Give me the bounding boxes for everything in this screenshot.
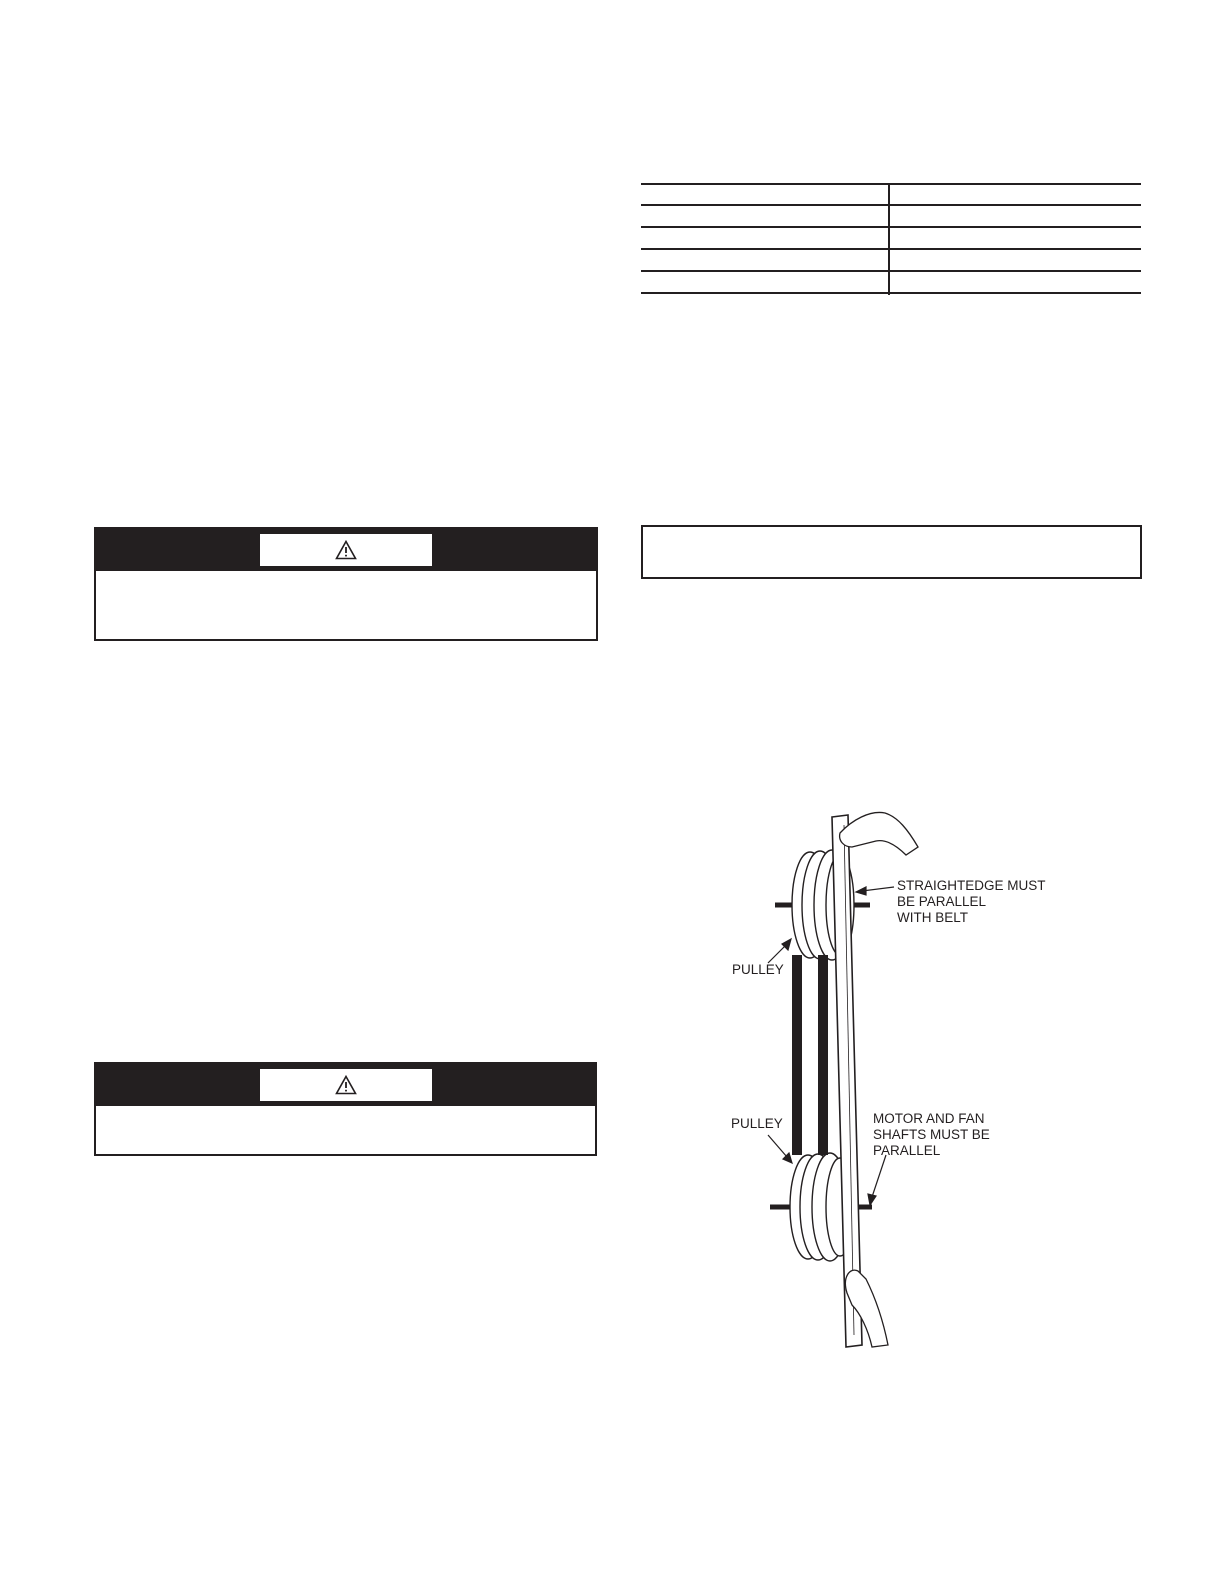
data-table — [641, 183, 1141, 295]
table-rule — [641, 292, 1141, 294]
table-rule — [641, 183, 1141, 185]
warning-box-2 — [94, 1062, 597, 1156]
warning-header-2 — [96, 1064, 595, 1106]
pulley-label-top: PULLEY — [732, 962, 784, 977]
warning-triangle-icon — [335, 540, 357, 560]
straightedge-label-line-2: BE PARALLEL — [897, 894, 987, 909]
belt-alignment-figure — [720, 805, 1120, 1350]
table-column-divider — [888, 183, 890, 295]
note-box — [641, 525, 1142, 579]
straightedge-label — [897, 878, 1046, 926]
warning-header-1 — [96, 529, 596, 571]
warning-label-2 — [260, 1069, 432, 1101]
table-rule — [641, 248, 1141, 250]
straightedge-label-line-1: STRAIGHTEDGE MUST — [897, 878, 1046, 893]
shafts-label-line-3: PARALLEL — [873, 1143, 941, 1158]
warning-label-1 — [260, 534, 432, 566]
pulley-label-bottom: PULLEY — [731, 1116, 783, 1131]
table-rule — [641, 204, 1141, 206]
shafts-label-line-2: SHAFTS MUST BE — [873, 1127, 990, 1142]
table-rule — [641, 226, 1141, 228]
warning-triangle-icon — [335, 1075, 357, 1095]
shafts-label — [873, 1111, 990, 1159]
table-rule — [641, 270, 1141, 272]
straightedge-label-line-3: WITH BELT — [897, 910, 969, 925]
shafts-label-line-1: MOTOR AND FAN — [873, 1111, 985, 1126]
warning-box-1 — [94, 527, 598, 641]
